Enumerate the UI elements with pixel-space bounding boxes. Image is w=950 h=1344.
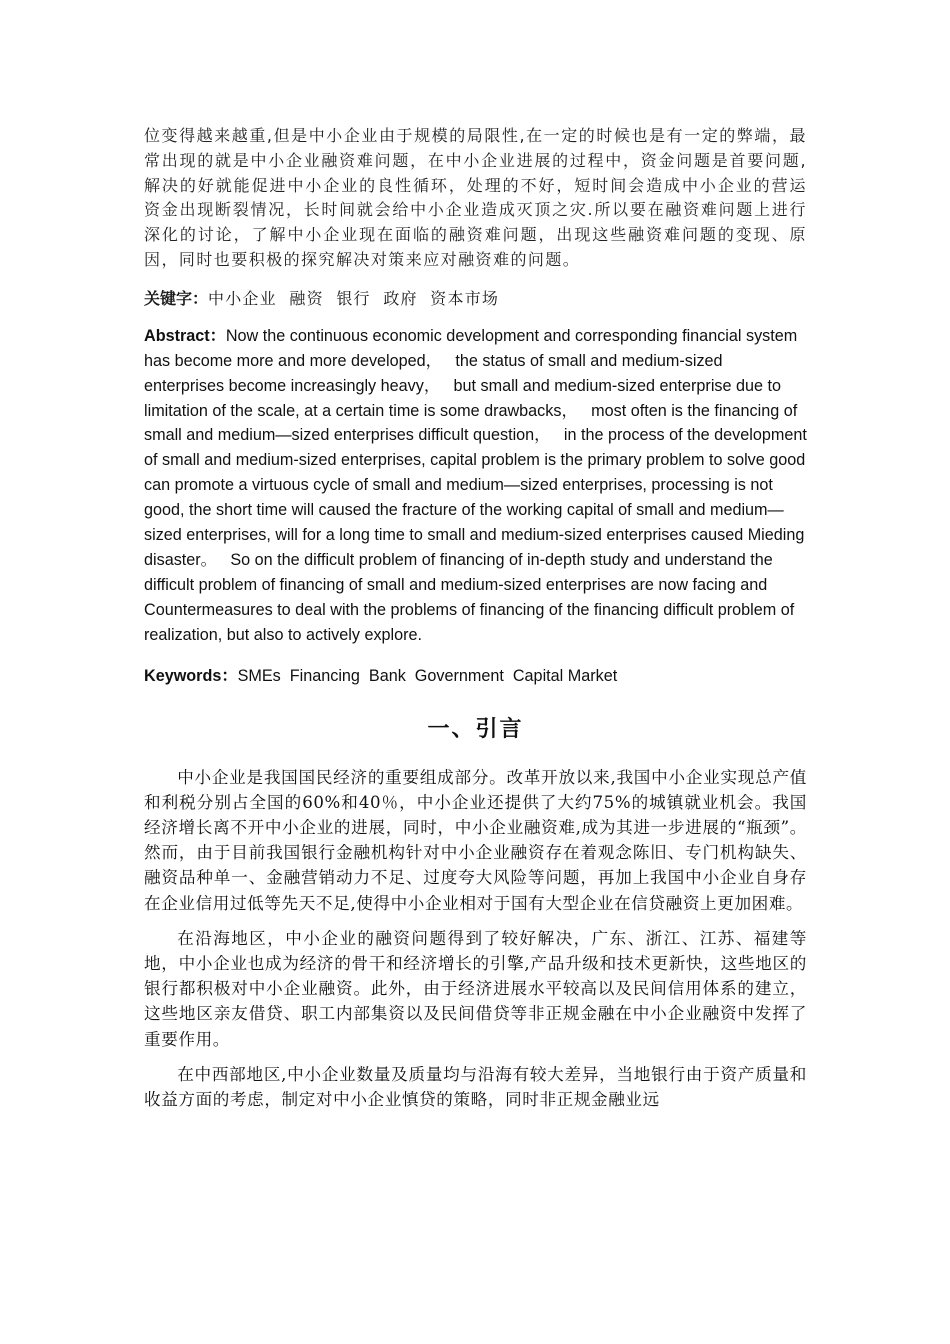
english-abstract-text: Now the continuous economic development and corresponding financial system has become more and more developed， the status of small and medium-sized enterprises become increasingly heavy， but small and medium-sized enterprise due to limitation of the scale, at a certain time is some drawbacks， most often is the financing of small and medium—sized enterprises difficult question， in the process of the development of small and medium-sized enterprises, capital problem is the primary problem to solve good can promote a virtuous cycle of small and medium—sized enterprises, processing is not good, the short time will caused the fracture of the working capital of small and medium—sized enterprises, will for a long time to small and medium-sized enterprises caused Mieding disaster。 So on the difficult problem of financing of in-depth study and understand the difficult problem of financing of small and medium-sized enterprises are now facing and Countermeasures to deal with the problems of financing of the financing difficult problem of realization, but also to actively explore. bbox=[144, 326, 812, 644]
english-keywords-value: SMEs Financing Bank Government Capital Market bbox=[237, 666, 618, 685]
body-paragraph: 中小企业是我国国民经济的重要组成部分。改革开放以来,我国中小企业实现总产值和利税分别占全国的60%和40％，中小企业还提供了大约75%的城镇就业机会。我国经济增长离不开中小企业的进展，同时，中小企业融资难,成为其进一步进展的“瓶颈”。然而，由于目前我国银行金融机构针对中小企业融资存在着观念陈旧、专门机构缺失、融资品种单一、金融营销动力不足、过度夸大风险等问题，再加上我国中小企业自身存在企业信用过低等先天不足,使得中小企业相对于国有大型企业在信贷融资上更加困难。 bbox=[144, 767, 807, 913]
body-paragraph: 在沿海地区，中小企业的融资问题得到了较好解决，广东、浙江、江苏、福建等地，中小企业也成为经济的骨干和经济增长的引擎,产品升级和技术更新快，这些地区的银行都积极对中小企业融资。此外，由于经济进展水平较高以及民间信用体系的建立，这些地区亲友借贷、职工内部集资以及民间借贷等非正规金融在中小企业融资中发挥了重要作用。 bbox=[144, 928, 807, 1049]
english-abstract-label: Abstract： bbox=[144, 326, 226, 345]
section-title-introduction: 一、引言 bbox=[427, 716, 524, 742]
english-abstract bbox=[144, 324, 812, 648]
chinese-keywords-value: 中小企业 融资 银行 政府 资本市场 bbox=[208, 288, 500, 308]
chinese-keywords-label: 关键字： bbox=[144, 288, 209, 308]
body-paragraph: 在中西部地区,中小企业数量及质量均与沿海有较大差异，当地银行由于资产质量和收益方面的考虑，制定对中小企业慎贷的策略，同时非正规金融业远 bbox=[144, 1064, 807, 1109]
chinese-keywords bbox=[144, 287, 807, 311]
english-keywords bbox=[144, 664, 807, 688]
chinese-abstract-text: 位变得越来越重,但是中小企业由于规模的局限性,在一定的时候也是有一定的弊端，最常出现的就是中小企业融资难问题，在中小企业进展的过程中，资金问题是首要问题,解决的好就能促进中小企业的良性循环，处理的不好，短时间会造成中小企业的营运资金出现断裂情况，长时间就会给中小企业造成灭顶之灾.所以要在融资难问题上进行深化的讨论，了解中小企业现在面临的融资难问题，出现这些融资难问题的变现、原因，同时也要积极的探究解决对策来应对融资难的问题。 bbox=[144, 126, 807, 269]
english-keywords-label: Keywords： bbox=[144, 666, 238, 685]
document-page bbox=[144, 124, 812, 1122]
